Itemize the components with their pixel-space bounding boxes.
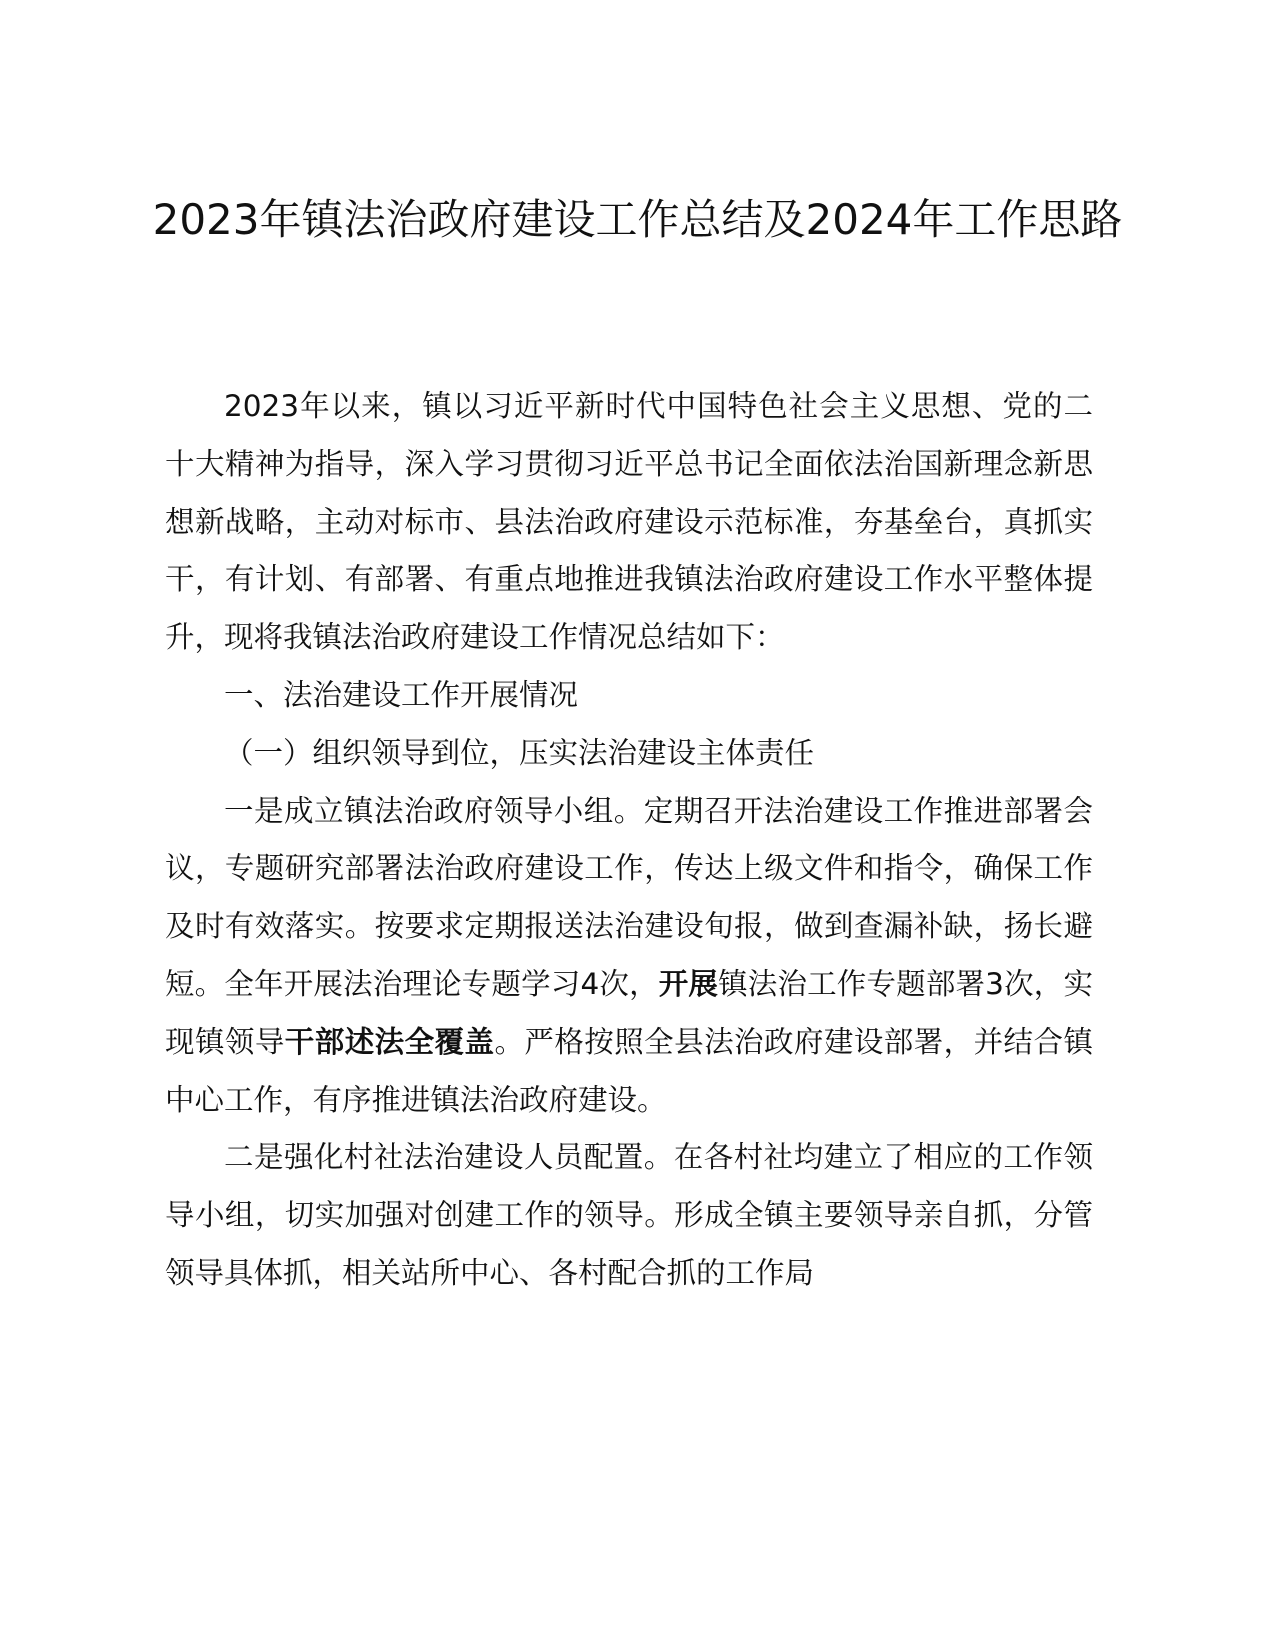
paragraph-text: 一是成立镇法治政府领导小组。定期召开法治建设工作推进部署会议，专题研究部署法治政府建设工作，传达上级文件和指令，确保工作及时有效落实。按要求定期报送法治建设旬报，做到查漏补缺，扬长避短。全年开展法治理论专题学习4次，: [165, 793, 1093, 1001]
intro-paragraph: 2023年以来，镇以习近平新时代中国特色社会主义思想、党的二十大精神为指导，深入学习贯彻习近平总书记全面依法治国新理念新思想新战略，主动对标市、县法治政府建设示范标准，夯基垒台，真抓实干，有计划、有部署、有重点地推进我镇法治政府建设工作水平整体提升，现将我镇法治政府建设工作情况总结如下：: [165, 389, 1093, 655]
document-body: [165, 378, 1093, 1303]
bold-text: 干部述法全覆盖: [284, 1024, 495, 1059]
bold-text: 开展: [658, 966, 719, 1001]
paragraph-leadership-group: [165, 783, 1093, 1130]
document-title: 2023年镇法治政府建设工作总结及2024年工作思路: [152, 195, 1123, 244]
paragraph-text: 镇法治工作专题部署3次，实现镇领导: [165, 966, 1093, 1059]
paragraph-text: 。严格按照全县法治政府建设部署，并结合镇中心工作，有序推进镇法治政府建设。: [165, 1024, 1093, 1117]
section-heading: 一、法治建设工作开展情况: [224, 677, 579, 712]
subsection-heading: （一）组织领导到位，压实法治建设主体责任: [224, 735, 815, 770]
paragraph-village-staffing: 二是强化村社法治建设人员配置。在各村社均建立了相应的工作领导小组，切实加强对创建工作的领导。形成全镇主要领导亲自抓，分管领导具体抓，相关站所中心、各村配合抓的工作局: [165, 1140, 1093, 1290]
